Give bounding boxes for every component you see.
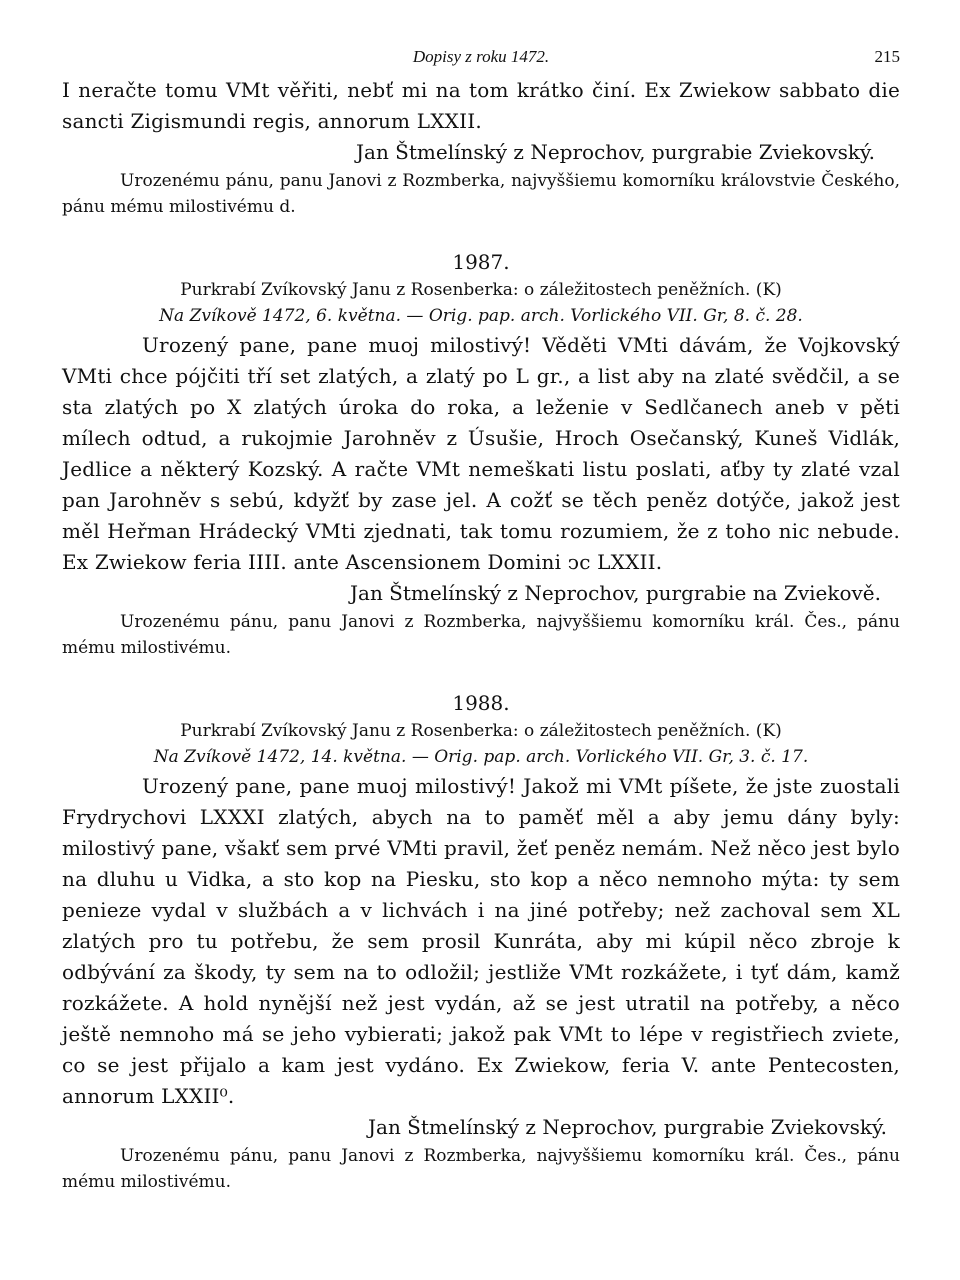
document-page (62, 0, 900, 1195)
letter-source: Na Zvíkově 1472, 14. května. — Orig. pap. arch. Vorlického VII. Gr, 3. č. 17. (153, 747, 809, 767)
letter-signature: Jan Štmelínský z Neprochov, purgrabie Zviekovský. (356, 140, 876, 164)
letter-body: Urozený pane, pane muoj milostivý! Věděti VMti dávám, že Vojkovský VMti chce pójčiti tří set zlatých, a zlatý po L gr., a list aby na zlaté svědčil, a se sta zlatých po X zlatých úroka do roka, a leženie v Sedlčanech aneb v pěti mílech odtud, a rukojmie Jarohněv z Úsušie, Hroch Osečanský, Kuneš Vidlák, Jedlice a některý Kozský. A račte VMt nemeškati listu poslati, aťby ty zlaté vzal pan Jarohněv s sebú, kdyžť by zase jel. A cožť se těch peněz dotýče, jakož jest měl Heřman Hrádecký VMti zjednati, tak tomu rozumiem, že z toho nic nebude. Ex Zwiekow feria IIII. ante Ascensionem Domini ↄc LXXII. (62, 333, 900, 574)
letter-summary: Purkrabí Zvíkovský Janu z Rosenberka: o záležitostech peněžních. (K) (180, 721, 782, 741)
letter-signature: Jan Štmelínský z Neprochov, purgrabie Zviekovský. (368, 1115, 888, 1139)
page-number: 215 (874, 47, 900, 66)
letter-body: I neračte tomu VMt věřiti, nebť mi na tom krátko činí. Ex Zwiekow sabbato die sancti Zigismundi regis, annorum LXXII. (62, 78, 900, 133)
letter-source: Na Zvíkově 1472, 6. května. — Orig. pap. arch. Vorlického VII. Gr, 8. č. 28. (159, 306, 803, 326)
running-header (62, 47, 900, 75)
letter-number: 1987. (452, 250, 510, 274)
running-title: Dopisy z roku 1472. (412, 47, 550, 66)
letter-number: 1988. (452, 691, 510, 715)
previous-letter-ending (62, 75, 900, 220)
letter-signature: Jan Štmelínský z Neprochov, purgrabie na Zviekově. (350, 581, 881, 605)
letter-address: Urozenému pánu, panu Janovi z Rozmberka, najvyššiemu komorníku královstvie Českého, pánu mému milostivému d. (62, 171, 900, 217)
letter-1988 (62, 691, 900, 1195)
letter-body: Urozený pane, pane muoj milostivý! Jakož mi VMt píšete, že jste zuostali Frydrychovi LXXXI zlatých, abych na to paměť měl a aby jemu dány byly: milostivý pane, všakť sem prvé VMti pravil, žeť peněz nemám. Než něco jest bylo na dluhu u Vidka, a sto kop na Piesku, sto kop a něco nemnoho mýta: ty sem penieze vydal v službách a v lichvách i na jiné potřeby; než zachoval sem XL zlatých pro tu potřebu, že sem prosil Kunráta, aby mi kúpil něco zbroje k odbývání za škody, ty sem na to odložil; jestliže VMt rozkážete, i tyť dám, kamž rozkážete. A hold nynější než jest vydán, až se jest utratil na potřeby, a něco ještě nemnoho má se jeho vybierati; jakož pak VMt to lépe v registřiech zviete, co se jest přijalo a kam jest vydáno. Ex Zwiekow, feria V. ante Pentecosten, annorum LXXII⁰. (62, 774, 900, 1108)
letter-address: Urozenému pánu, panu Janovi z Rozmberka, najvyššiemu komorníku král. Čes., pánu mému milostivému. (62, 612, 900, 658)
letter-summary: Purkrabí Zvíkovský Janu z Rosenberka: o záležitostech peněžních. (K) (180, 280, 782, 300)
letter-address: Urozenému pánu, panu Janovi z Rozmberka, najvyššiemu komorníku král. Čes., pánu mému milostivému. (62, 1146, 900, 1192)
letter-1987 (62, 250, 900, 661)
